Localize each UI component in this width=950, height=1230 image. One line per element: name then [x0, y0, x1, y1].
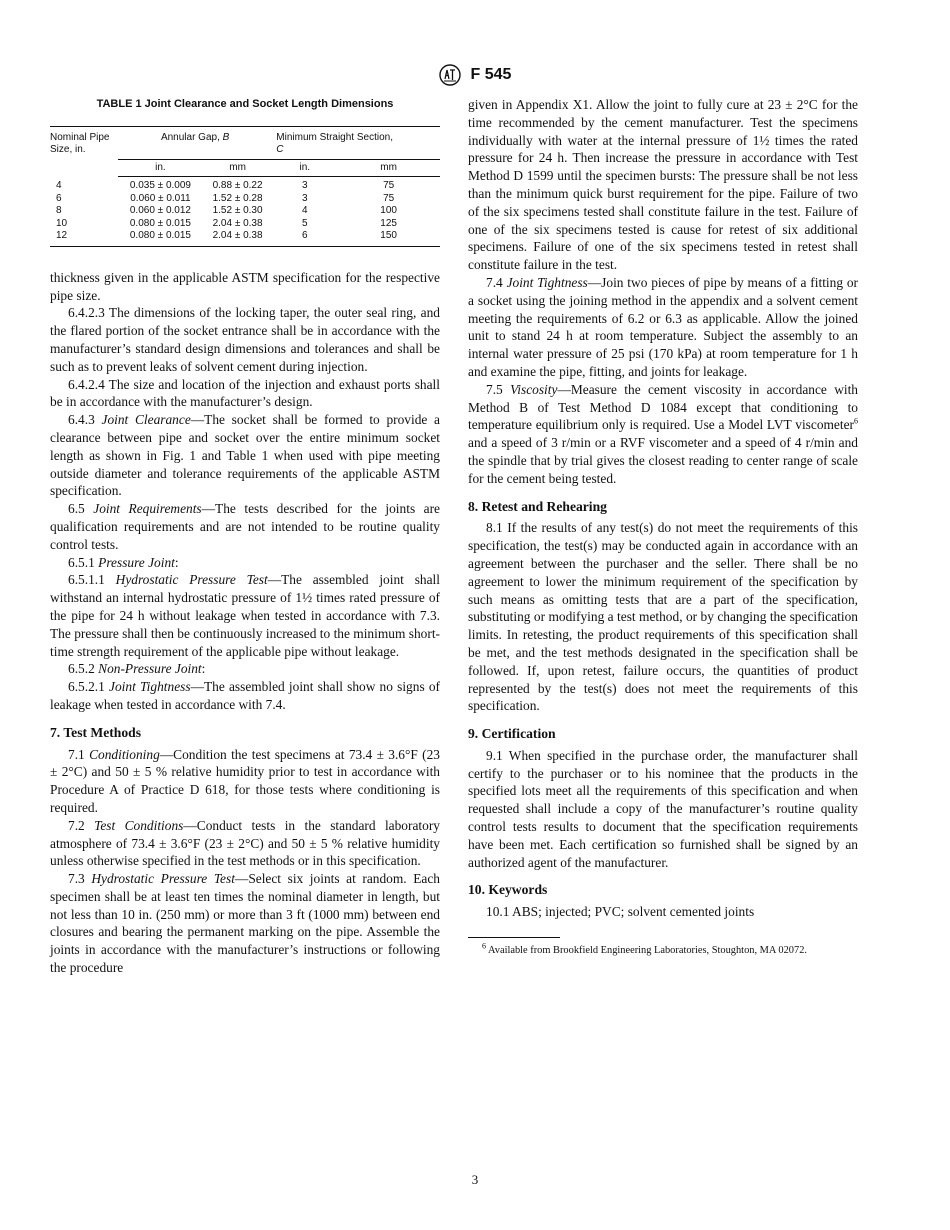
paragraph-6-5-2: 6.5.2 Non-Pressure Joint: — [68, 661, 206, 677]
table-row: 6 0.060 ± 0.011 1.52 ± 0.28 3 75 — [56, 192, 395, 204]
section-heading-keywords: 10. Keywords — [468, 882, 548, 898]
table-row: 12 0.080 ± 0.015 2.04 ± 0.38 6 150 — [50, 230, 440, 246]
footnote-divider — [468, 937, 560, 938]
paragraph-7-2: 7.2 Test Conditions—Conduct tests in the standard laboratory atmosphere of 73.4 ± 3.6°F (23 ± 2°C) and 50 ± 5 % relative humidity unless otherwise specified in the test methods or in this specification. — [50, 817, 440, 869]
paragraph-7-4: 7.4 Joint Tightness—Join two pieces of pipe by means of a fitting or a socket using the joining method in the appendix and a solvent cement meeting the requirements of 6.2 or 6.3 as applicable. Allow the joined unit to stand 24 h at room temperature. Subject the assembly to an internal water pressure of 25 psi (170 kPa) at room temperature for 1 h and examine the pipe, fitting, and joints for leakage. — [468, 274, 858, 379]
page-number: 3 — [471, 1172, 479, 1187]
unit-mm: mm — [203, 159, 272, 177]
section-heading-retest: 8. Retest and Rehearing — [468, 498, 607, 514]
col-nominal-pipe-size: Nominal Pipe Size, in. — [50, 126, 118, 177]
paragraph-7-1: 7.1 Conditioning—Condition the test specimens at 73.4 ± 3.6°F (23 ± 2°C) and 50 ± 5 % relative humidity prior to test in accordance with Procedure A of Practice D 618, for those tests where conditioning is required. — [50, 746, 440, 815]
table-title: TABLE 1 Joint Clearance and Socket Length Dimensions — [96, 98, 394, 110]
paragraph-6-4-3: 6.4.3 Joint Clearance—The socket shall be formed to provide a clearance between pipe and socket over the entire minimum socket length as shown in Fig. 1 and Table 1 when used with pipe meeting outside diameter and tolerance requirements of the applicable ASTM specification. — [50, 412, 440, 499]
paragraph-6-4-2-4: 6.4.2.4 The size and location of the injection and exhaust ports shall be in accordance with the manufacturer’s design. — [50, 376, 440, 410]
section-heading-certification: 9. Certification — [468, 726, 556, 742]
col-minimum-straight-section: Minimum Straight Section, C — [272, 126, 440, 159]
paragraph-9-1: 9.1 When specified in the purchase order, the manufacturer shall certify to the purchaser or to his nominee that the products in the specified lots meet all the requirements of this specification and when requested shall include a copy of the manufacturer’s routine quality control tests results to document that the specification requirements have been met. Each certification so furnished shall be signed by an authorized agent of the manufacturer. — [468, 747, 858, 870]
table-row: 10 0.080 ± 0.015 2.04 ± 0.38 5 125 — [56, 217, 397, 229]
paragraph-continued: thickness given in the applicable ASTM specification for the respective pipe size. — [50, 269, 440, 303]
footnote-ref[interactable]: 6 — [854, 416, 858, 426]
paragraph-8-1: 8.1 If the results of any test(s) do not meet the requirements of this specification, the test(s) may be conducted again in accordance with an agreement between the purchaser and the seller. There shall be no agreement to lower the minimum requirement of the specification by such means as omitting tests that are a part of the specification, substituting or modifying a test method, or by changing the specification limits. In retesting, the product requirements of this specification shall be met, and the test methods designated in the specification shall be followed. If, upon retest, failure occurs, the quantities of product represented by the test(s) does not meet the requirements of this specification. — [468, 520, 858, 714]
joint-clearance-table — [50, 126, 440, 247]
paragraph-6-5: 6.5 Joint Requirements—The tests described for the joints are qualification requirements and are not intended to be routine quality control tests. — [50, 501, 440, 552]
unit-in: in. — [272, 159, 337, 177]
paragraph-6-5-2-1: 6.5.2.1 Joint Tightness—The assembled joint shall show no signs of leakage when tested in accordance with 7.4. — [50, 679, 440, 712]
table-row: 4 0.035 ± 0.009 0.88 ± 0.22 3 75 — [56, 180, 395, 192]
paragraph-6-5-1: 6.5.1 Pressure Joint: — [68, 554, 179, 570]
astm-logo-icon — [439, 64, 461, 86]
left-column — [50, 96, 440, 977]
footnote-6: $^6$ Available from Brookfield Engineering Laboratories, Stoughton, MA 02072. — [482, 941, 807, 957]
paragraph-7-5: 7.5 Viscosity—Measure the cement viscosity in accordance with Method B of Test Method D 1084 except that conditioning to temperature equilibrium only is required. Use a Model LVT viscometer$^6$ and a speed of 3 r/min or a RVF viscometer and a speed of 4 r/min and the spindle that by trial gives the closest reading to center range of scale for the cement being tested. — [468, 381, 858, 486]
paragraph-7-3: 7.3 Hydrostatic Pressure Test—Select six joints at random. Each specimen shall be at least ten times the nominal diameter in length, but not less than 10 in. (250 mm) or more than 3 ft (1000 mm) between end closures and bearing the permanent marking on the pipe. Assemble the joints in accordance with the manufacturer’s instructions or following the procedure — [50, 871, 440, 976]
right-column — [468, 96, 858, 957]
section-heading-test-methods: 7. Test Methods — [50, 724, 142, 740]
paragraph-10-1: 10.1 ABS; injected; PVC; solvent cemented joints — [486, 904, 755, 920]
unit-in: in. — [118, 159, 203, 177]
col-annular-gap: Annular Gap, B — [118, 126, 272, 159]
designation: F 545 — [470, 66, 512, 83]
paragraph-7-3-continued: given in Appendix X1. Allow the joint to fully cure at 23 ± 2°C for the time recommended by the cement manufacturer. Test the specimens individually with water at the internal pressure of 1½ times the rated pressure for 24 h. Then increase the pressure in accordance with Test Method D 1599 until the specimen bursts: The pressure shall be not less than the minimum quick burst requirement for the pipe. Failure of two of the six specimens tested shall constitute failure in the test. Failure of one of the six specimens tested is cause for retest of six additional specimens. Failure of one of the six specimens tested in retest shall constitute failure in the test. — [468, 97, 858, 273]
table-row: 8 0.060 ± 0.012 1.52 ± 0.30 4 100 — [56, 205, 397, 217]
paragraph-6-4-2-3: 6.4.2.3 The dimensions of the locking taper, the outer seal ring, and the flared portion of the socket entrance shall be in accordance with the manufacturer’s standard design dimensions and tolerances and shall be such as to prevent leaks of solvent cement during injection. — [50, 305, 440, 374]
paragraph-6-5-1-1: 6.5.1.1 Hydrostatic Pressure Test—The assembled joint shall withstand an internal hydrostatic pressure of 1½ times rated pressure of the pipe for 24 h without leakage when tested in accordance with 7.3. The pressure shall then be continuously increased to the minimum short-time strength requirement of the applicable pipe without leakage. — [50, 572, 440, 659]
page-header — [0, 64, 950, 86]
unit-mm: mm — [337, 159, 440, 177]
